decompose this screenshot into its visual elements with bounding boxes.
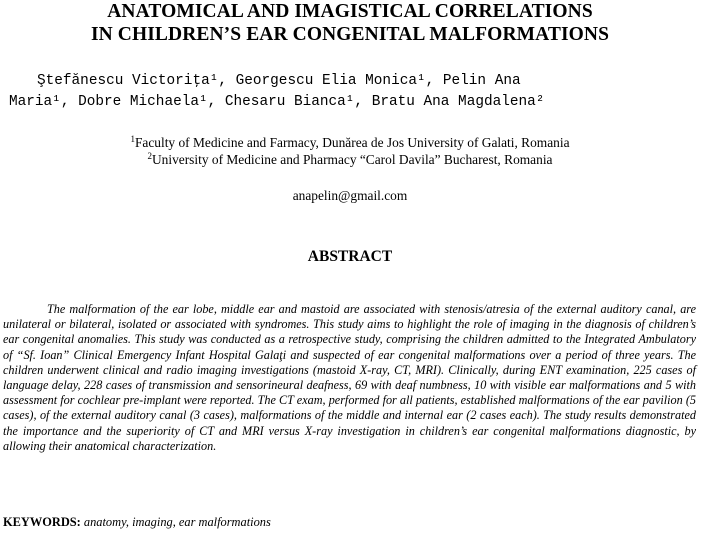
authors-line-1: Ştefănescu Victoriţa¹, Georgescu Elia Monica¹, Pelin Ana — [37, 73, 521, 89]
abstract-body: The malformation of the ear lobe, middle ear and mastoid are associated with stenosis/atresia of the external auditory canal, are unilateral or bilateral, isolated or associated with syndromes. This study aims to highlight the role of imaging in the diagnosis of children’s ear congenital anomalies. This study was conducted as a retrospective study, comprising the children admitted to the Integrated Ambulatory of “Sf. Ioan” Clinical Emergency Infant Hospital Galaţi and suspected of ear congenital malformations over a period of three years. The children underwent clinical and radio imaging investigations (mastoid X-ray, CT, MRI). Clinically, during ENT examination, 225 cases of language delay, 228 cases of transmission and sensorineural deafness, 69 with deaf numbness, 10 with visible ear malformations and 5 with assessment for cochlear pre-implant were reported. The CT exam, performed for all patients, established malformations of the ear pavilion (5 cases), of the external auditory canal (3 cases), malformations of the middle and internal ear (2 cases each). The study results demonstrated the importance and the superiority of CT and MRI versus X-ray investigation in children’s ear congenital malformations diagnostic, by allowing their anatomical characterization. — [3, 302, 696, 453]
affiliation-marker: 1 — [130, 134, 135, 144]
affiliation-1 — [0, 134, 700, 151]
authors-line-2: Maria¹, Dobre Michaela¹, Chesaru Bianca¹, Bratu Ana Magdalena² — [9, 94, 545, 110]
contact-email: anapelin@gmail.com — [292, 188, 408, 203]
paper-title-line-1: ANATOMICAL AND IMAGISTICAL CORRELATIONS — [107, 1, 593, 22]
abstract-heading: ABSTRACT — [307, 248, 393, 265]
affiliation-text: University of Medicine and Pharmacy “Carol Davila” Bucharest, Romania — [152, 152, 553, 167]
paper-title-line-2: IN CHILDREN’S EAR CONGENITAL MALFORMATIONS — [90, 24, 610, 45]
affiliation-text: Faculty of Medicine and Farmacy, Dunărea de Jos University of Galati, Romania — [134, 135, 570, 150]
affiliation-2 — [0, 151, 700, 168]
keywords-text: anatomy, imaging, ear malformations — [83, 515, 271, 529]
affiliation-marker: 2 — [147, 151, 152, 161]
keywords-label: KEYWORDS: — [3, 515, 81, 529]
keywords-line — [3, 514, 271, 530]
